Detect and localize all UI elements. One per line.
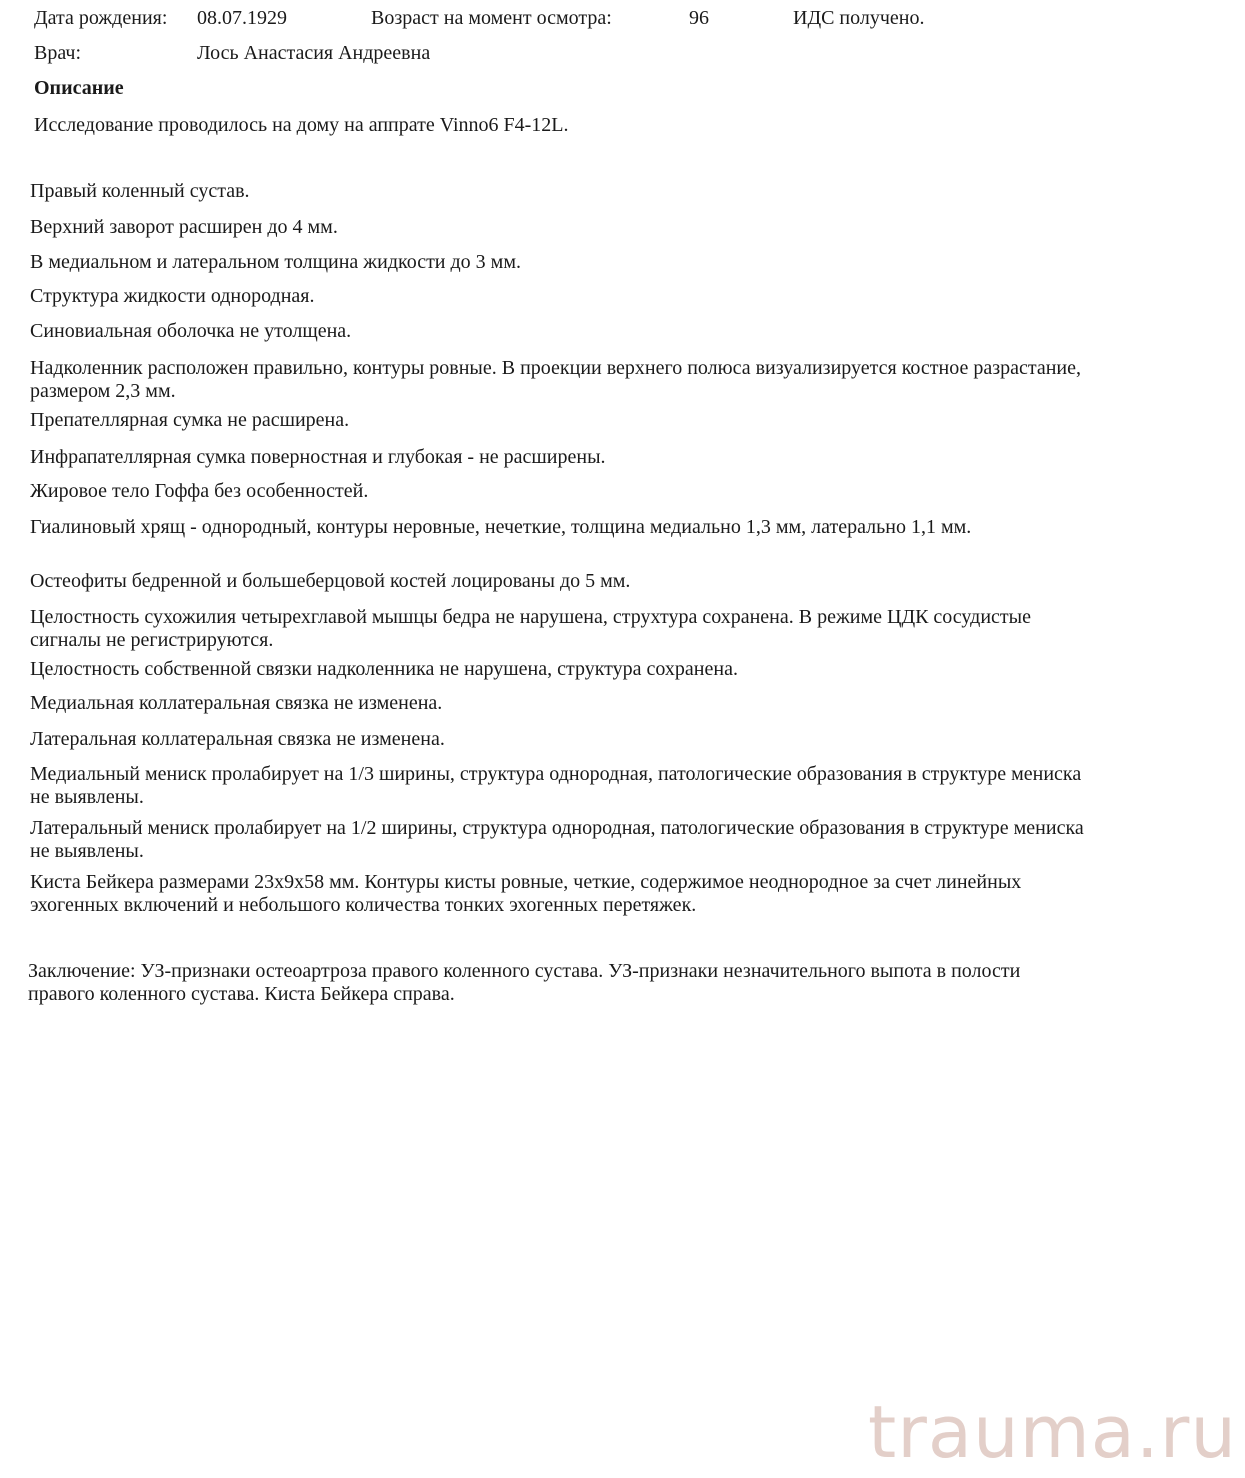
ids-status: ИДС получено.	[793, 7, 925, 29]
finding-item: Целостность сухожилия четырехглавой мышцы бедра не нарушена, струхтура сохранена. В режиме ЦДК сосудистые сигналы не регистрируются.	[30, 606, 1031, 651]
dob-value: 08.07.1929	[197, 7, 287, 29]
finding-item: Медиальная коллатеральная связка не изменена.	[30, 692, 443, 714]
finding-item: Жировое тело Гоффа без особенностей.	[30, 480, 369, 502]
doctor-name: Лось Анастасия Андреевна	[197, 42, 431, 64]
finding-item: Верхний заворот расширен до 4 мм.	[30, 216, 338, 238]
finding-item: Структура жидкости однородная.	[30, 285, 315, 307]
finding-item: Синовиальная оболочка не утолщена.	[30, 320, 352, 342]
finding-item: Надколенник расположен правильно, контуры ровные. В проекции верхнего полюса визуализируется костное разрастание, размером 2,3 мм.	[30, 357, 1082, 402]
finding-item: Целостность собственной связки надколенника не нарушена, структура сохранена.	[30, 658, 738, 680]
finding-item: Инфрапателлярная сумка поверностная и глубокая - не расширены.	[30, 446, 606, 468]
intro-text: Исследование проводилось на дому на аппрате Vinno6 F4-12L.	[34, 114, 569, 136]
finding-item: Правый коленный сустав.	[30, 180, 250, 202]
finding-item: Латеральная коллатеральная связка не изменена.	[30, 728, 445, 750]
age-label: Возраст на момент осмотра:	[371, 7, 612, 29]
finding-item: Препателлярная сумка не расширена.	[30, 409, 350, 431]
age-value: 96	[689, 7, 709, 29]
finding-item: Киста Бейкера размерами 23х9х58 мм. Контуры кисты ровные, четкие, содержимое неоднородное за счет линейных эхогенных включений и небольшого количества тонких эхогенных перетяжек.	[30, 871, 1022, 916]
finding-item: Латеральный мениск пролабирует на 1/2 ширины, структура однородная, патологические образования в структуре мениска не выявлены.	[30, 817, 1084, 862]
finding-item: Гиалиновый хрящ - однородный, контуры неровные, нечеткие, толщина медиально 1,3 мм, латерально 1,1 мм.	[30, 516, 972, 538]
watermark: trauma.ru	[868, 1390, 1237, 1474]
conclusion-text: Заключение: УЗ-признаки остеоартроза правого коленного сустава. УЗ-признаки незначительного выпота в полости правого коленного сустава. Киста Бейкера справа.	[28, 960, 1021, 1005]
doctor-label: Врач:	[34, 42, 82, 64]
finding-item: В медиальном и латеральном толщина жидкости до 3 мм.	[30, 251, 521, 273]
finding-item: Медиальный мениск пролабирует на 1/3 ширины, структура однородная, патологические образования в структуре мениска не выявлены.	[30, 763, 1082, 808]
section-title: Описание	[34, 77, 124, 99]
finding-item: Остеофиты бедренной и большеберцовой костей лоцированы до 5 мм.	[30, 570, 631, 592]
dob-label: Дата рождения:	[34, 7, 168, 29]
